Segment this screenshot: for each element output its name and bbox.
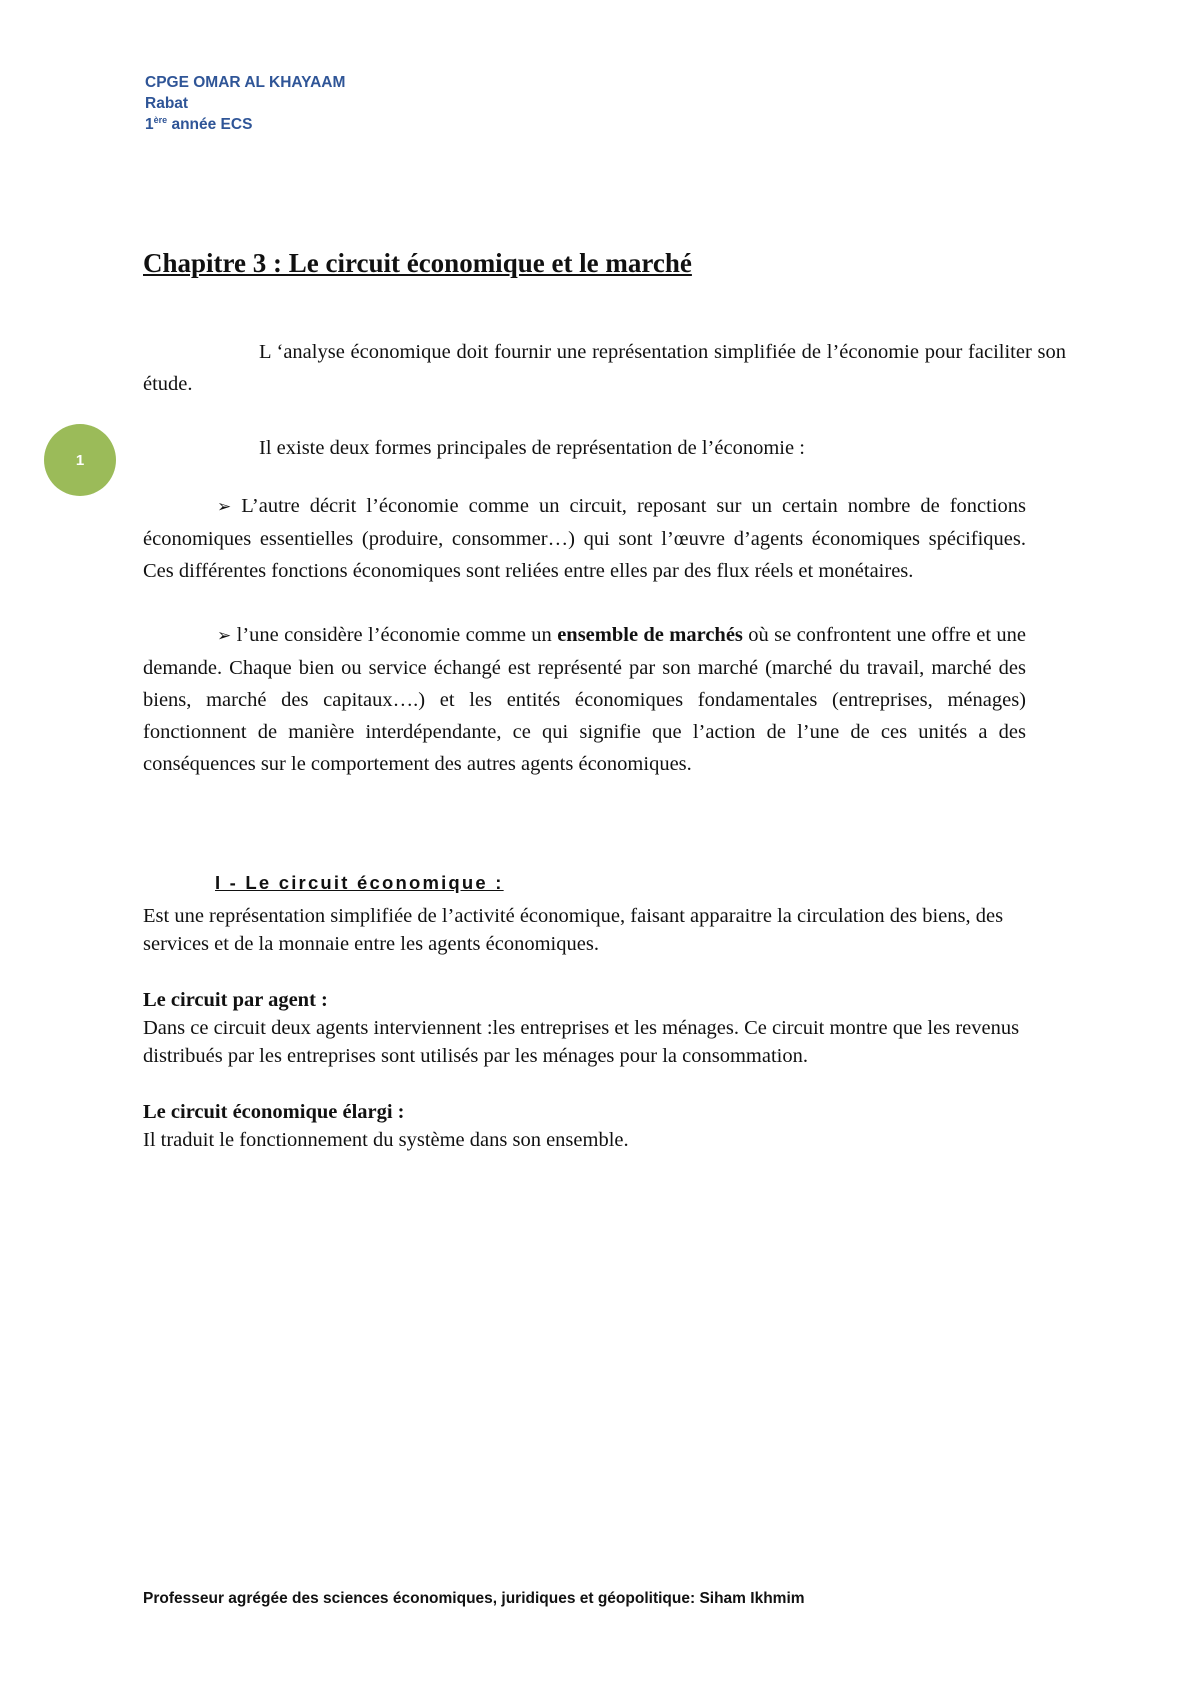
section-title-circuit: I - Le circuit économique : [215,872,504,893]
circuit-elargi-text: Il traduit le fonctionnement du système dans son ensemble. [143,1129,629,1151]
document-header [145,72,345,135]
school-name: CPGE OMAR AL KHAYAAM [145,74,346,91]
bullet-marches-text-start: l’une considère l’économie comme un [236,624,558,646]
class-name [145,114,345,135]
class-number: 1 [145,116,154,133]
circuit-definition: Est une représentation simplifiée de l’activité économique, faisant apparaitre la circulation des biens, des services et de la monnaie entre les agents économiques. [143,905,1004,955]
heading-circuit-par-agent: Le circuit par agent : [143,989,328,1011]
chapter-title: Chapitre 3 : Le circuit économique et le marché [143,248,692,278]
bullet-marches [143,619,1026,780]
bullet-marches-bold: ensemble de marchés [557,624,743,646]
class-rest: année ECS [167,116,253,133]
bullet-circuit-text: L’autre décrit l’économie comme un circuit, reposant sur un certain nombre de fonctions économiques essentielles (produire, consommer…) qui sont l’œuvre d’agents économiques spécifiques. Ces différentes fonctions économiques sont reliées entre elles par des flux réels et monétaires. [143,495,1027,582]
page-footer: Professeur agrégée des sciences économiques, juridiques et géopolitique: Siham Ikhmim [143,1590,805,1607]
heading-circuit-elargi: Le circuit économique élargi : [143,1101,405,1123]
city-name: Rabat [145,95,189,112]
circuit-par-agent-text: Dans ce circuit deux agents interviennent :les entreprises et les ménages. Ce circuit montre que les revenus distribués par les entreprises sont utilisés par les ménages pour la consommation. [143,1017,1020,1067]
page-number-badge [44,424,116,496]
arrow-bullet-icon: ➢ [217,497,232,517]
bullet-circuit [143,490,1026,587]
page-number: 1 [75,451,85,469]
intro-forms-sentence: Il existe deux formes principales de représentation de l’économie : [259,437,805,459]
arrow-bullet-icon: ➢ [217,626,232,646]
intro-paragraph: L ‘analyse économique doit fournir une représentation simplifiée de l’économie pour faciliter son étude. [143,341,1066,395]
class-superscript: ère [153,114,168,125]
bullet-marches-text-end: où se confrontent une offre et une demande. Chaque bien ou service échangé est représenté par son marché (marché du travail, marché des biens, marché des capitaux….) et les entités économiques fondamentales (entreprises, ménages) fonctionnent de manière interdépendante, ce qui signifie que l’action de l’une de ces unités a des conséquences sur le comportement des autres agents économiques. [143,624,1026,775]
